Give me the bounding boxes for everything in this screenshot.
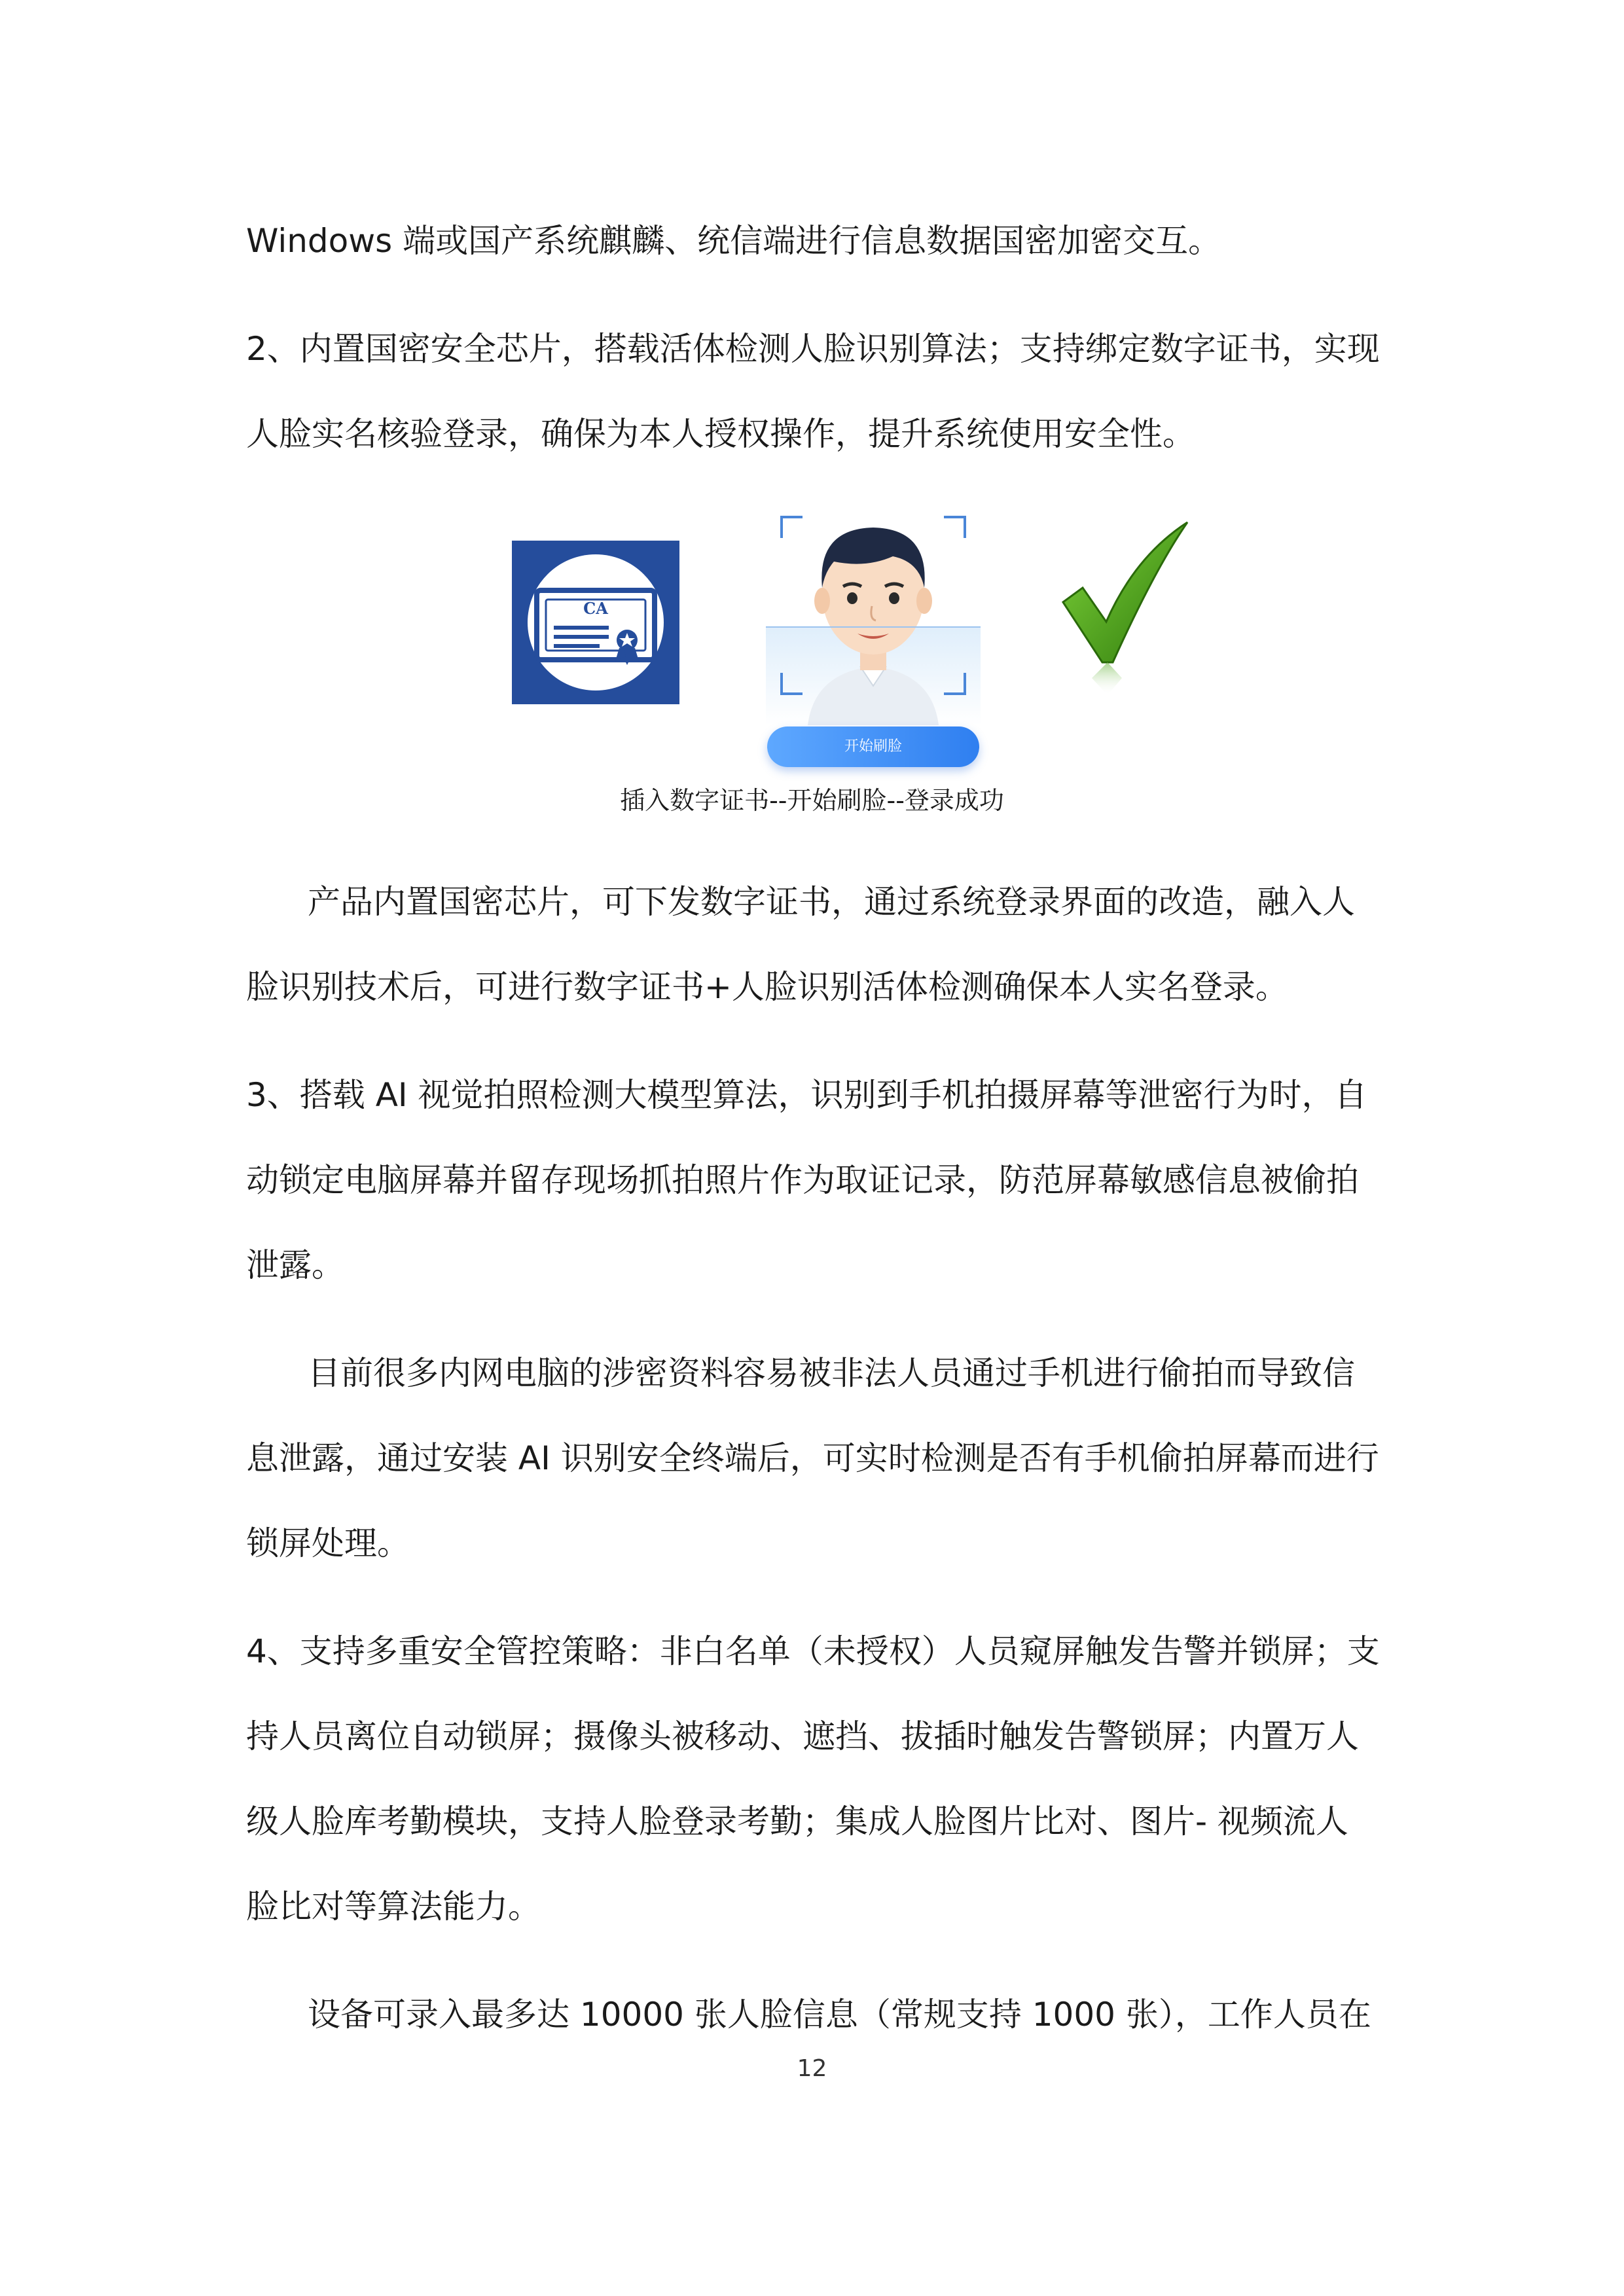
paragraph-line: Windows 端或国产系统麒麟、统信端进行信息数据国密加密交互。 bbox=[246, 222, 1221, 260]
paragraph-line: 锁屏处理。 bbox=[246, 1524, 410, 1562]
check-mark-icon bbox=[1056, 517, 1200, 700]
start-face-scan-button[interactable]: 开始刷脸 bbox=[767, 726, 979, 767]
paragraph-line: 泄露。 bbox=[246, 1246, 344, 1284]
paragraph-line: 动锁定电脑屏幕并留存现场抓拍照片作为取证记录，防范屏幕敏感信息被偷拍 bbox=[246, 1161, 1359, 1199]
paragraph-line: 目前很多内网电脑的涉密资料容易被非法人员通过手机进行偷拍而导致信 bbox=[308, 1354, 1355, 1392]
paragraph-line: 持人员离位自动锁屏；摄像头被移动、遮挡、拔插时触发告警锁屏；内置万人 bbox=[246, 1717, 1359, 1755]
page-number: 12 bbox=[797, 2055, 827, 2082]
paragraph-line: 3、搭载 AI 视觉拍照检测大模型算法，识别到手机拍摄屏幕等泄密行为时，自 bbox=[246, 1076, 1367, 1114]
paragraph-line: 人脸实名核验登录，确保为本人授权操作，提升系统使用安全性。 bbox=[246, 415, 1195, 453]
ca-certificate-icon bbox=[512, 541, 679, 704]
paragraph-line: 2、内置国密安全芯片，搭载活体检测人脸识别算法；支持绑定数字证书，实现 bbox=[246, 330, 1380, 368]
paragraph-line: 产品内置国密芯片，可下发数字证书，通过系统登录界面的改造，融入人 bbox=[308, 883, 1355, 921]
paragraph-line: 息泄露，通过安装 AI 识别安全终端后，可实时检测是否有手机偷拍屏幕而进行 bbox=[246, 1439, 1379, 1477]
paragraph-line: 级人脸库考勤模块，支持人脸登录考勤；集成人脸图片比对、图片- 视频流人 bbox=[246, 1803, 1348, 1840]
paragraph-line: 4、支持多重安全管控策略：非白名单（未授权）人员窥屏触发告警并锁屏；支 bbox=[246, 1632, 1380, 1670]
face-scan-illustration bbox=[762, 509, 984, 784]
paragraph-line: 脸识别技术后，可进行数字证书+人脸识别活体检测确保本人实名登录。 bbox=[246, 968, 1288, 1006]
paragraph-line: 脸比对等算法能力。 bbox=[246, 1888, 541, 1926]
ca-badge-text: CA bbox=[583, 599, 608, 618]
paragraph-line: 设备可录入最多达 10000 张人脸信息（常规支持 1000 张），工作人员在 bbox=[308, 1996, 1371, 2034]
figure-caption: 插入数字证书--开始刷脸--登录成功 bbox=[620, 786, 1004, 815]
